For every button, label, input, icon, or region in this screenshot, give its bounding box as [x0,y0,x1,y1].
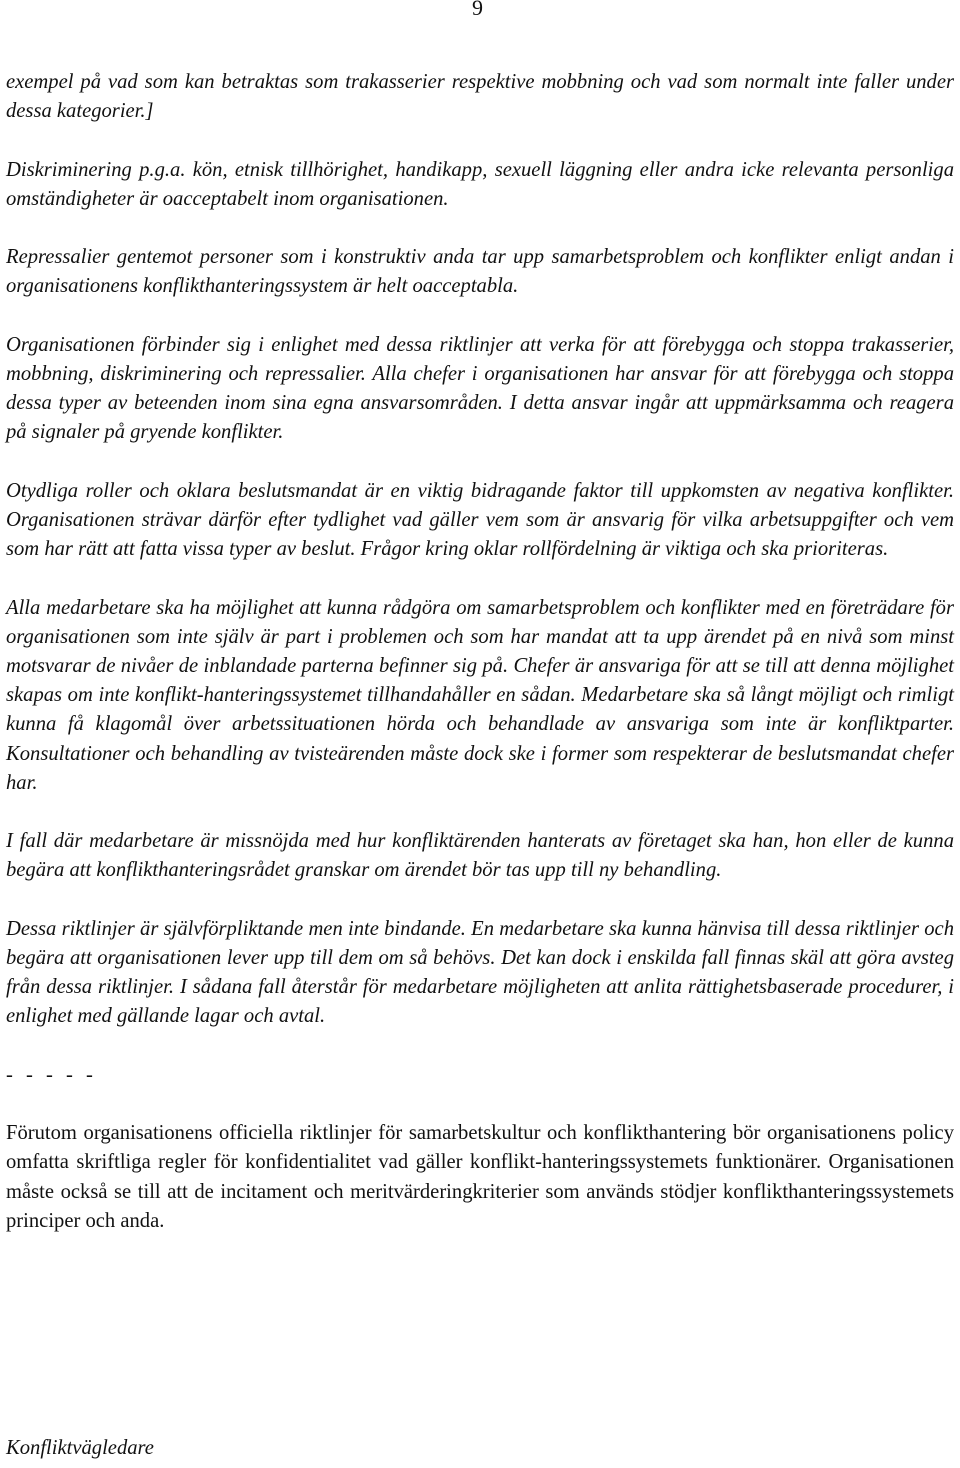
paragraph-consultation: Alla medarbetare ska ha möjlighet att kunna rådgöra om samarbetsproblem och konflikter med en företrädare för organisationen som inte själv är part i problemen och som har mandat att ta upp ärendet på en nivå som minst motsvarar de nivåer de inblandade parterna befinner sig på. Chefer är ansvariga för att se till att denna möjlighet skapas om inte konflikt-hanteringssystemet tillhandahåller en sådan. Medarbetare ska så långt möjligt och rimligt kunna få klagomål över arbetssituationen hörda och behandlade av ansvariga som inte är konfliktparter. Konsultationer och behandling av tvisteärenden måste dock ske i former som respekterar de beslutsmandat chefer har. [6,596,954,794]
page-number: 9 [472,0,483,20]
paragraph-policy: Förutom organisationens officiella riktlinjer för samarbetskultur och konflikthantering bör organisationens policy omfatta skriftliga regler för konfidentialitet vad gäller konflikt-hanteringssystemets funktionärer. Organisationen måste också se till att de incitament och meritvärderingkriterier som används stödjer konflikthanteringssystemets principer och anda. [6,1122,954,1232]
paragraph-prevention: Organisationen förbinder sig i enlighet med dessa riktlinjer att verka för att förebygga och stoppa trakasserier, mobbning, diskriminering och repressalier. Alla chefer i organisationen har ansvar för att förebygga och stoppa dessa typer av beteenden inom sina egna ansvarsområden. I detta ansvar ingår att uppmärksamma och reagera på signaler på gryende konflikter. [6,333,954,444]
paragraph-roles: Otydliga roller och oklara beslutsmandat är en viktig bidragande faktor till uppkomsten av negativa konflikter. Organisationen strävar därför efter tydlighet vad gäller vem som är ansvarig för vilka arbetsuppgifter och vem som har rätt att fatta vissa typer av beslut. Frågor kring oklar rollfördelning är viktiga och ska prioriteras. [6,479,954,561]
paragraph-reprisals: Repressalier gentemot personer som i konstruktiv anda tar upp samarbetsproblem och konflikter enligt andan i organisationens konflikthanteringssystem är helt oacceptabla. [6,246,954,298]
footer-label: Konfliktvägledare [6,1437,154,1459]
section-separator: - - - - - [6,1063,97,1086]
paragraph-examples-note: exempel på vad som kan betraktas som trakasserier respektive mobbning och vad som normalt inte faller under dessa kategorier.] [6,71,954,123]
document-body [6,68,954,1265]
paragraph-discrimination: Diskriminering p.g.a. kön, etnisk tillhörighet, handikapp, sexuell läggning eller andra icke relevanta personliga omständigheter är oacceptabelt inom organisationen. [6,158,954,210]
paragraph-review: I fall där medarbetare är missnöjda med hur konfliktärenden hanterats av företaget ska han, hon eller de kunna begära att konflikthanteringsrådet granskar om ärendet bör tas upp till ny behandling. [6,830,954,882]
paragraph-self-binding: Dessa riktlinjer är självförpliktande men inte bindande. En medarbetare ska kunna hänvisa till dessa riktlinjer och begära att organisationen lever upp till dem om så behövs. Det kan dock i enskilda fall finnas skäl att göra avsteg från dessa riktlinjer. I sådana fall återstår för medarbetare möjligheten att anlita rättighetsbaserade procedurer, i enlighet med gällande lagar och avtal. [6,917,954,1028]
